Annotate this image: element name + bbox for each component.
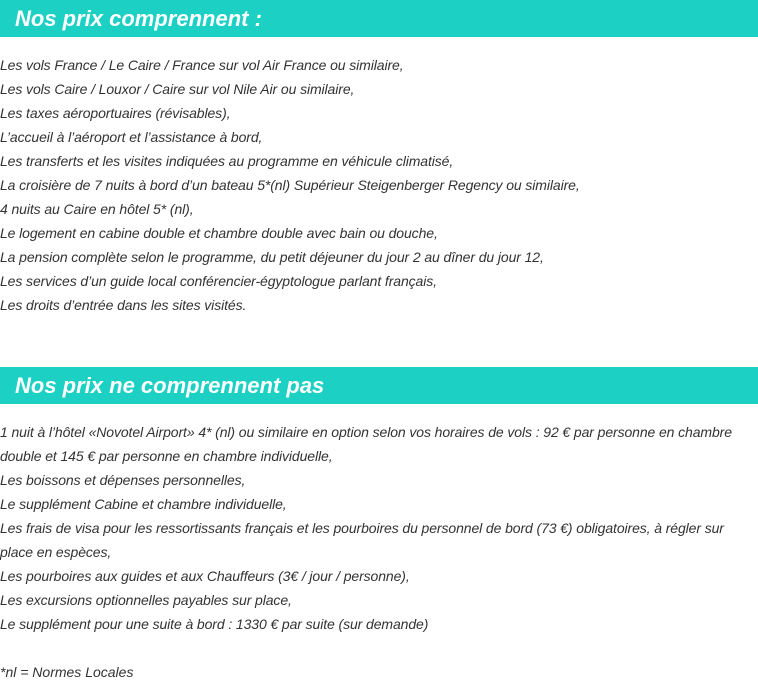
excluded-item: Le supplément Cabine et chambre individuelle, bbox=[0, 496, 287, 512]
included-section-title: Nos prix comprennent : bbox=[15, 6, 262, 31]
included-item: Les vols France / Le Caire / France sur vol Air France ou similaire, bbox=[0, 57, 404, 73]
excluded-item: Les frais de visa pour les ressortissants français et les pourboires du personnel de bord (73 €) obligatoires, à régler sur place en espèces, bbox=[0, 520, 724, 560]
excluded-item: Le supplément pour une suite à bord : 1330 € par suite (sur demande) bbox=[0, 616, 429, 632]
excluded-item: Les excursions optionnelles payables sur place, bbox=[0, 592, 292, 608]
excluded-section-header bbox=[0, 367, 758, 404]
excluded-item: Les boissons et dépenses personnelles, bbox=[0, 472, 246, 488]
included-item: Les services d’un guide local conférencier-égyptologue parlant français, bbox=[0, 273, 437, 289]
included-item: Les droits d’entrée dans les sites visités. bbox=[0, 297, 247, 313]
excluded-section-title: Nos prix ne comprennent pas bbox=[15, 373, 325, 398]
excluded-item: Les pourboires aux guides et aux Chauffeurs (3€ / jour / personne), bbox=[0, 568, 410, 584]
excluded-items-list bbox=[0, 420, 758, 636]
included-item: La pension complète selon le programme, du petit déjeuner du jour 2 au dîner du jour 12, bbox=[0, 249, 544, 265]
footnote: *nl = Normes Locales bbox=[0, 664, 134, 680]
included-section-header bbox=[0, 0, 758, 37]
included-item: Les vols Caire / Louxor / Caire sur vol Nile Air ou similaire, bbox=[0, 81, 355, 97]
included-item: La croisière de 7 nuits à bord d’un bateau 5*(nl) Supérieur Steigenberger Regency ou similaire, bbox=[0, 177, 580, 193]
included-item: Le logement en cabine double et chambre double avec bain ou douche, bbox=[0, 225, 438, 241]
excluded-item: 1 nuit à l’hôtel «Novotel Airport» 4* (nl) ou similaire en option selon vos horaires de vols : 92 € par personne en chambre double et 145 € par personne en chambre individuelle, bbox=[0, 424, 732, 464]
included-item: Les taxes aéroportuaires (révisables), bbox=[0, 105, 231, 121]
included-items-list bbox=[0, 53, 758, 317]
included-item: Les transferts et les visites indiquées au programme en véhicule climatisé, bbox=[0, 153, 454, 169]
included-item: 4 nuits au Caire en hôtel 5* (nl), bbox=[0, 201, 194, 217]
included-item: L’accueil à l’aéroport et l’assistance à bord, bbox=[0, 129, 263, 145]
